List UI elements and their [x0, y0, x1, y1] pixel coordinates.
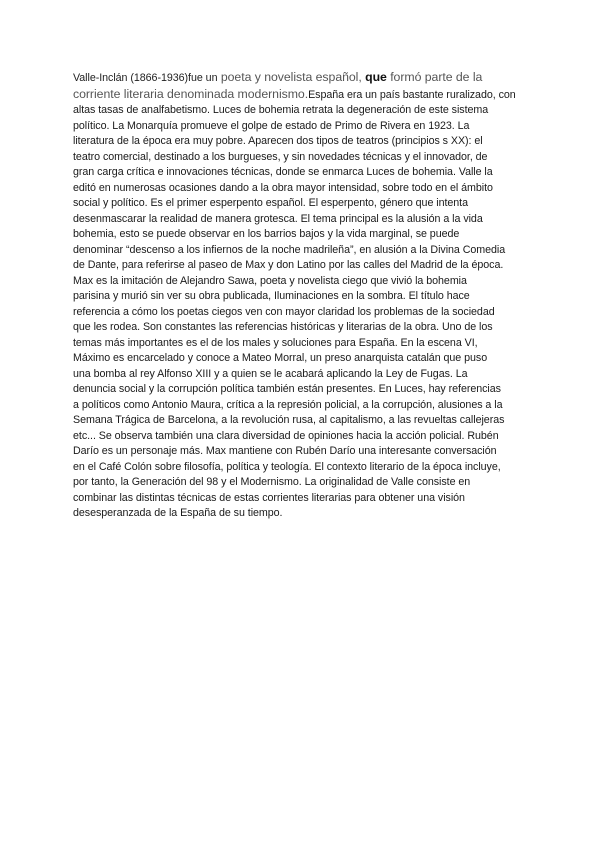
text-line: en el Café Colón sobre filosofía, política y teología. El contexto literario de la época incluye,: [73, 460, 501, 473]
text-line: etc... Se observa también una clara diversidad de opiniones hacia la acción policial. Rubén: [73, 429, 499, 442]
text-line: denuncia social y la corrupción política también están presentes. En Luces, hay referencias: [73, 383, 501, 395]
fue-un-text: fue un: [188, 72, 218, 84]
que-text: que: [365, 70, 387, 84]
text-line: desesperanzada de la España de su tiempo.: [73, 507, 283, 519]
text-line: bohemia, esto se puede observar en los barrios bajos y la vida marginal, se puede: [73, 228, 460, 240]
text-line: gran carga crítica e innovaciones técnicas, donde se enmarca Luces de bohemia. Valle la: [73, 166, 493, 178]
text-line: social y político. Es el primer esperpento español. El esperpento, género que intenta: [73, 197, 468, 209]
text-line: teatro comercial, destinado a los burgueses, y sin novedades técnicas y el innovador, de: [73, 150, 488, 163]
role-text: poeta y novelista español,: [217, 70, 366, 84]
text-line: parisina y murió sin ver su obra publicada, Iluminaciones en la sombra. El título hace: [73, 290, 470, 302]
text-line: literatura de la época era muy pobre. Aparecen dos tipos de teatros (principios s XX): el: [73, 135, 483, 147]
text-line: Máximo es encarcelado y conoce a Mateo Morral, un preso anarquista catalán que puso: [73, 352, 488, 364]
text-line: denominar “descenso a los infiernos de la noche madrileña”, en alusión a la Divina Comedia: [73, 243, 506, 256]
text-line: Max es la imitación de Alejandro Sawa, poeta y novelista ciego que vivió la bohemia: [73, 274, 467, 287]
text-line: Darío es un personaje más. Max mantiene con Rubén Darío una interesante conversación: [73, 445, 497, 457]
document-body: [73, 70, 531, 522]
text-line: Semana Trágica de Barcelona, a la revolución rusa, al capitalismo, a las revueltas callejeras: [73, 414, 505, 426]
text-line: por tanto, la Generación del 98 y el Modernismo. La originalidad de Valle consiste en: [73, 476, 471, 488]
text-line: desenmascarar la realidad de manera grotesca. El tema principal es la alusión a la vida: [73, 212, 483, 225]
text-line: a políticos como Antonio Maura, crítica a la represión policial, a la corrupción, alusiones a la: [73, 398, 503, 411]
text-line: combinar las distintas técnicas de estas corrientes literarias para obtener una visión: [73, 491, 465, 504]
text-line: referencia a cómo los poetas ciegos ven con mayor claridad los problemas de la sociedad: [73, 305, 495, 318]
text-line: político. La Monarquía promueve el golpe de estado de Primo de Rivera en 1923. La: [73, 119, 470, 132]
espana-text: España era un país bastante ruralizado, con: [308, 88, 516, 101]
text-line: altas tasas de analfabetismo. Luces de bohemia retrata la degeneración de este sistema: [73, 104, 489, 116]
text-line: una bomba al rey Alfonso XIII y a quien se le acabará aplicando la Ley de Fugas. La: [73, 367, 468, 380]
text-line: editó en numerosas ocasiones dando a la obra mayor intensidad, sobre todo en el ámbito: [73, 181, 493, 194]
text-line: que les rodea. Son constantes las referencias históricas y literarias de la obra. Uno de los: [73, 321, 493, 333]
text-line: [73, 87, 531, 104]
intro-line: [73, 70, 531, 87]
author-text: Valle-Inclán (1866-1936): [73, 72, 189, 84]
text-line: de Dante, para referirse al paseo de Max y don Latino por las calles del Madrid de la época.: [73, 259, 504, 271]
modernismo-text: corriente literaria denominada modernismo.: [73, 86, 309, 101]
intro-rest-text: formó parte de la: [386, 70, 483, 84]
text-line: temas más importantes es el de los males y soluciones para España. En la escena VI,: [73, 336, 478, 349]
